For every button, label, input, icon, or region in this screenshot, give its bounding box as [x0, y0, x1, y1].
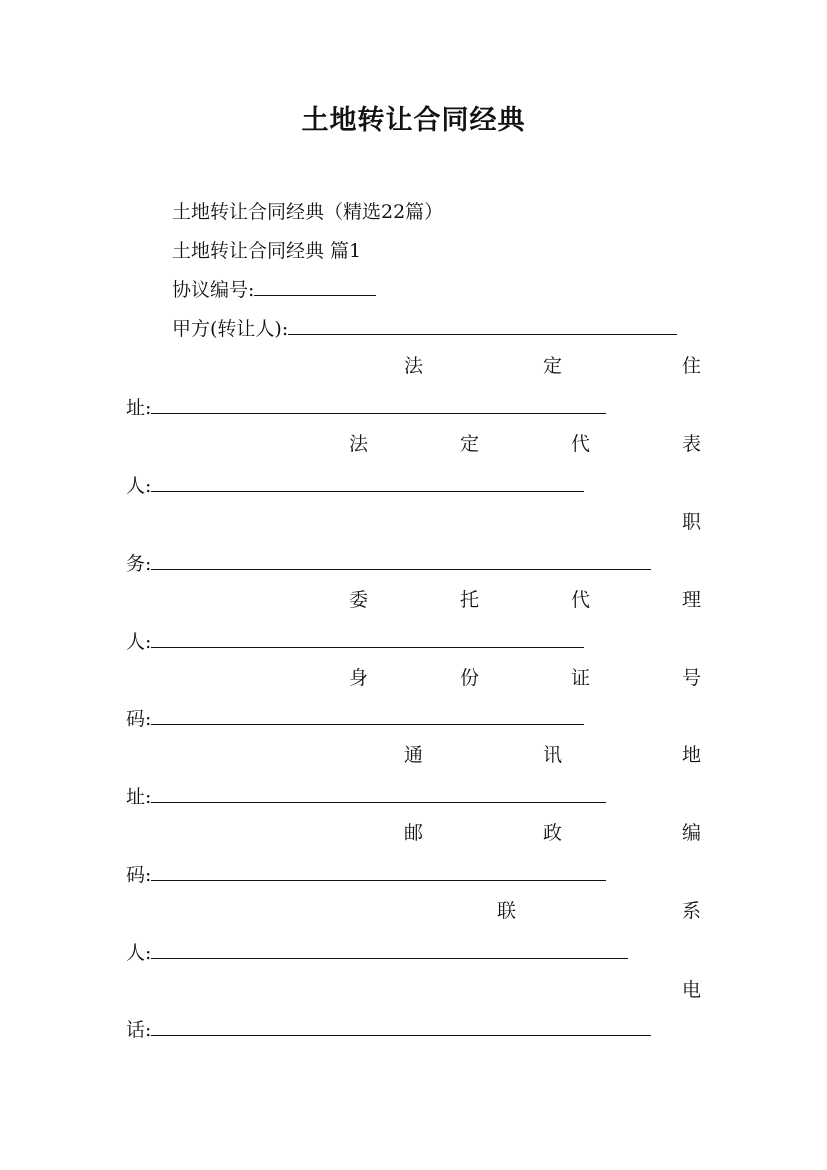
label-char: 讯 [542, 744, 562, 766]
phone-line [126, 1017, 651, 1043]
mailing-address-label [404, 742, 701, 768]
label-char: 通 [404, 744, 424, 766]
authorized-agent-line [126, 629, 584, 655]
authorized-agent-blank[interactable] [151, 629, 584, 648]
label-char: 编 [681, 822, 701, 844]
label-tail: 人: [126, 475, 152, 497]
agreement-number-label: 协议编号: [172, 279, 255, 301]
label-tail: 址: [126, 397, 152, 419]
legal-representative-label [349, 431, 701, 457]
id-number-line [126, 706, 584, 732]
label-char: 份 [459, 667, 479, 689]
label-char: 电 [682, 979, 702, 1001]
position-label [682, 509, 701, 535]
postal-code-label [404, 820, 701, 846]
label-tail: 务: [126, 553, 152, 575]
agreement-number-blank[interactable] [254, 277, 376, 296]
mailing-address-blank[interactable] [151, 784, 606, 803]
party-a-blank[interactable] [288, 316, 677, 335]
id-number-label [349, 665, 701, 691]
label-char: 证 [570, 667, 590, 689]
label-char: 理 [681, 589, 701, 611]
label-tail: 址: [126, 786, 152, 808]
legal-representative-line [126, 473, 584, 499]
label-char: 法 [404, 355, 424, 377]
label-char: 政 [542, 822, 562, 844]
label-tail: 人: [126, 942, 152, 964]
agreement-number-line [172, 277, 376, 303]
party-a-label: 甲方(转让人): [172, 318, 289, 340]
label-char: 定 [459, 433, 479, 455]
label-char: 托 [459, 589, 479, 611]
phone-label [682, 977, 701, 1003]
contact-person-line [126, 940, 628, 966]
label-char: 表 [681, 433, 701, 455]
section-heading: 土地转让合同经典 篇1 [172, 240, 362, 262]
document-title: 土地转让合同经典 [301, 105, 526, 136]
label-tail: 人: [126, 631, 152, 653]
id-number-blank[interactable] [151, 706, 584, 725]
label-tail: 码: [126, 708, 152, 730]
legal-representative-blank[interactable] [151, 473, 584, 492]
position-line [126, 551, 651, 577]
postal-code-blank[interactable] [151, 862, 606, 881]
label-char: 代 [570, 589, 590, 611]
label-char: 法 [349, 433, 369, 455]
label-char: 号 [681, 667, 701, 689]
label-char: 代 [570, 433, 590, 455]
mailing-address-line [126, 784, 606, 810]
subtitle: 土地转让合同经典（精选22篇） [172, 201, 444, 223]
label-char: 住 [681, 355, 701, 377]
label-char: 地 [681, 744, 701, 766]
contact-person-label [497, 898, 701, 924]
legal-address-label [404, 353, 701, 379]
label-tail: 话: [126, 1019, 152, 1041]
label-char: 职 [682, 511, 702, 533]
postal-code-line [126, 862, 606, 888]
label-char: 委 [349, 589, 369, 611]
party-a-line [172, 316, 677, 342]
label-char: 定 [542, 355, 562, 377]
label-char: 联 [497, 900, 517, 922]
legal-address-blank[interactable] [151, 395, 606, 414]
contact-person-blank[interactable] [151, 940, 628, 959]
label-char: 身 [349, 667, 369, 689]
legal-address-line [126, 395, 606, 421]
authorized-agent-label [349, 587, 701, 613]
label-tail: 码: [126, 864, 152, 886]
phone-blank[interactable] [151, 1017, 651, 1036]
label-char: 邮 [404, 822, 424, 844]
label-char: 系 [681, 900, 701, 922]
position-blank[interactable] [151, 551, 651, 570]
